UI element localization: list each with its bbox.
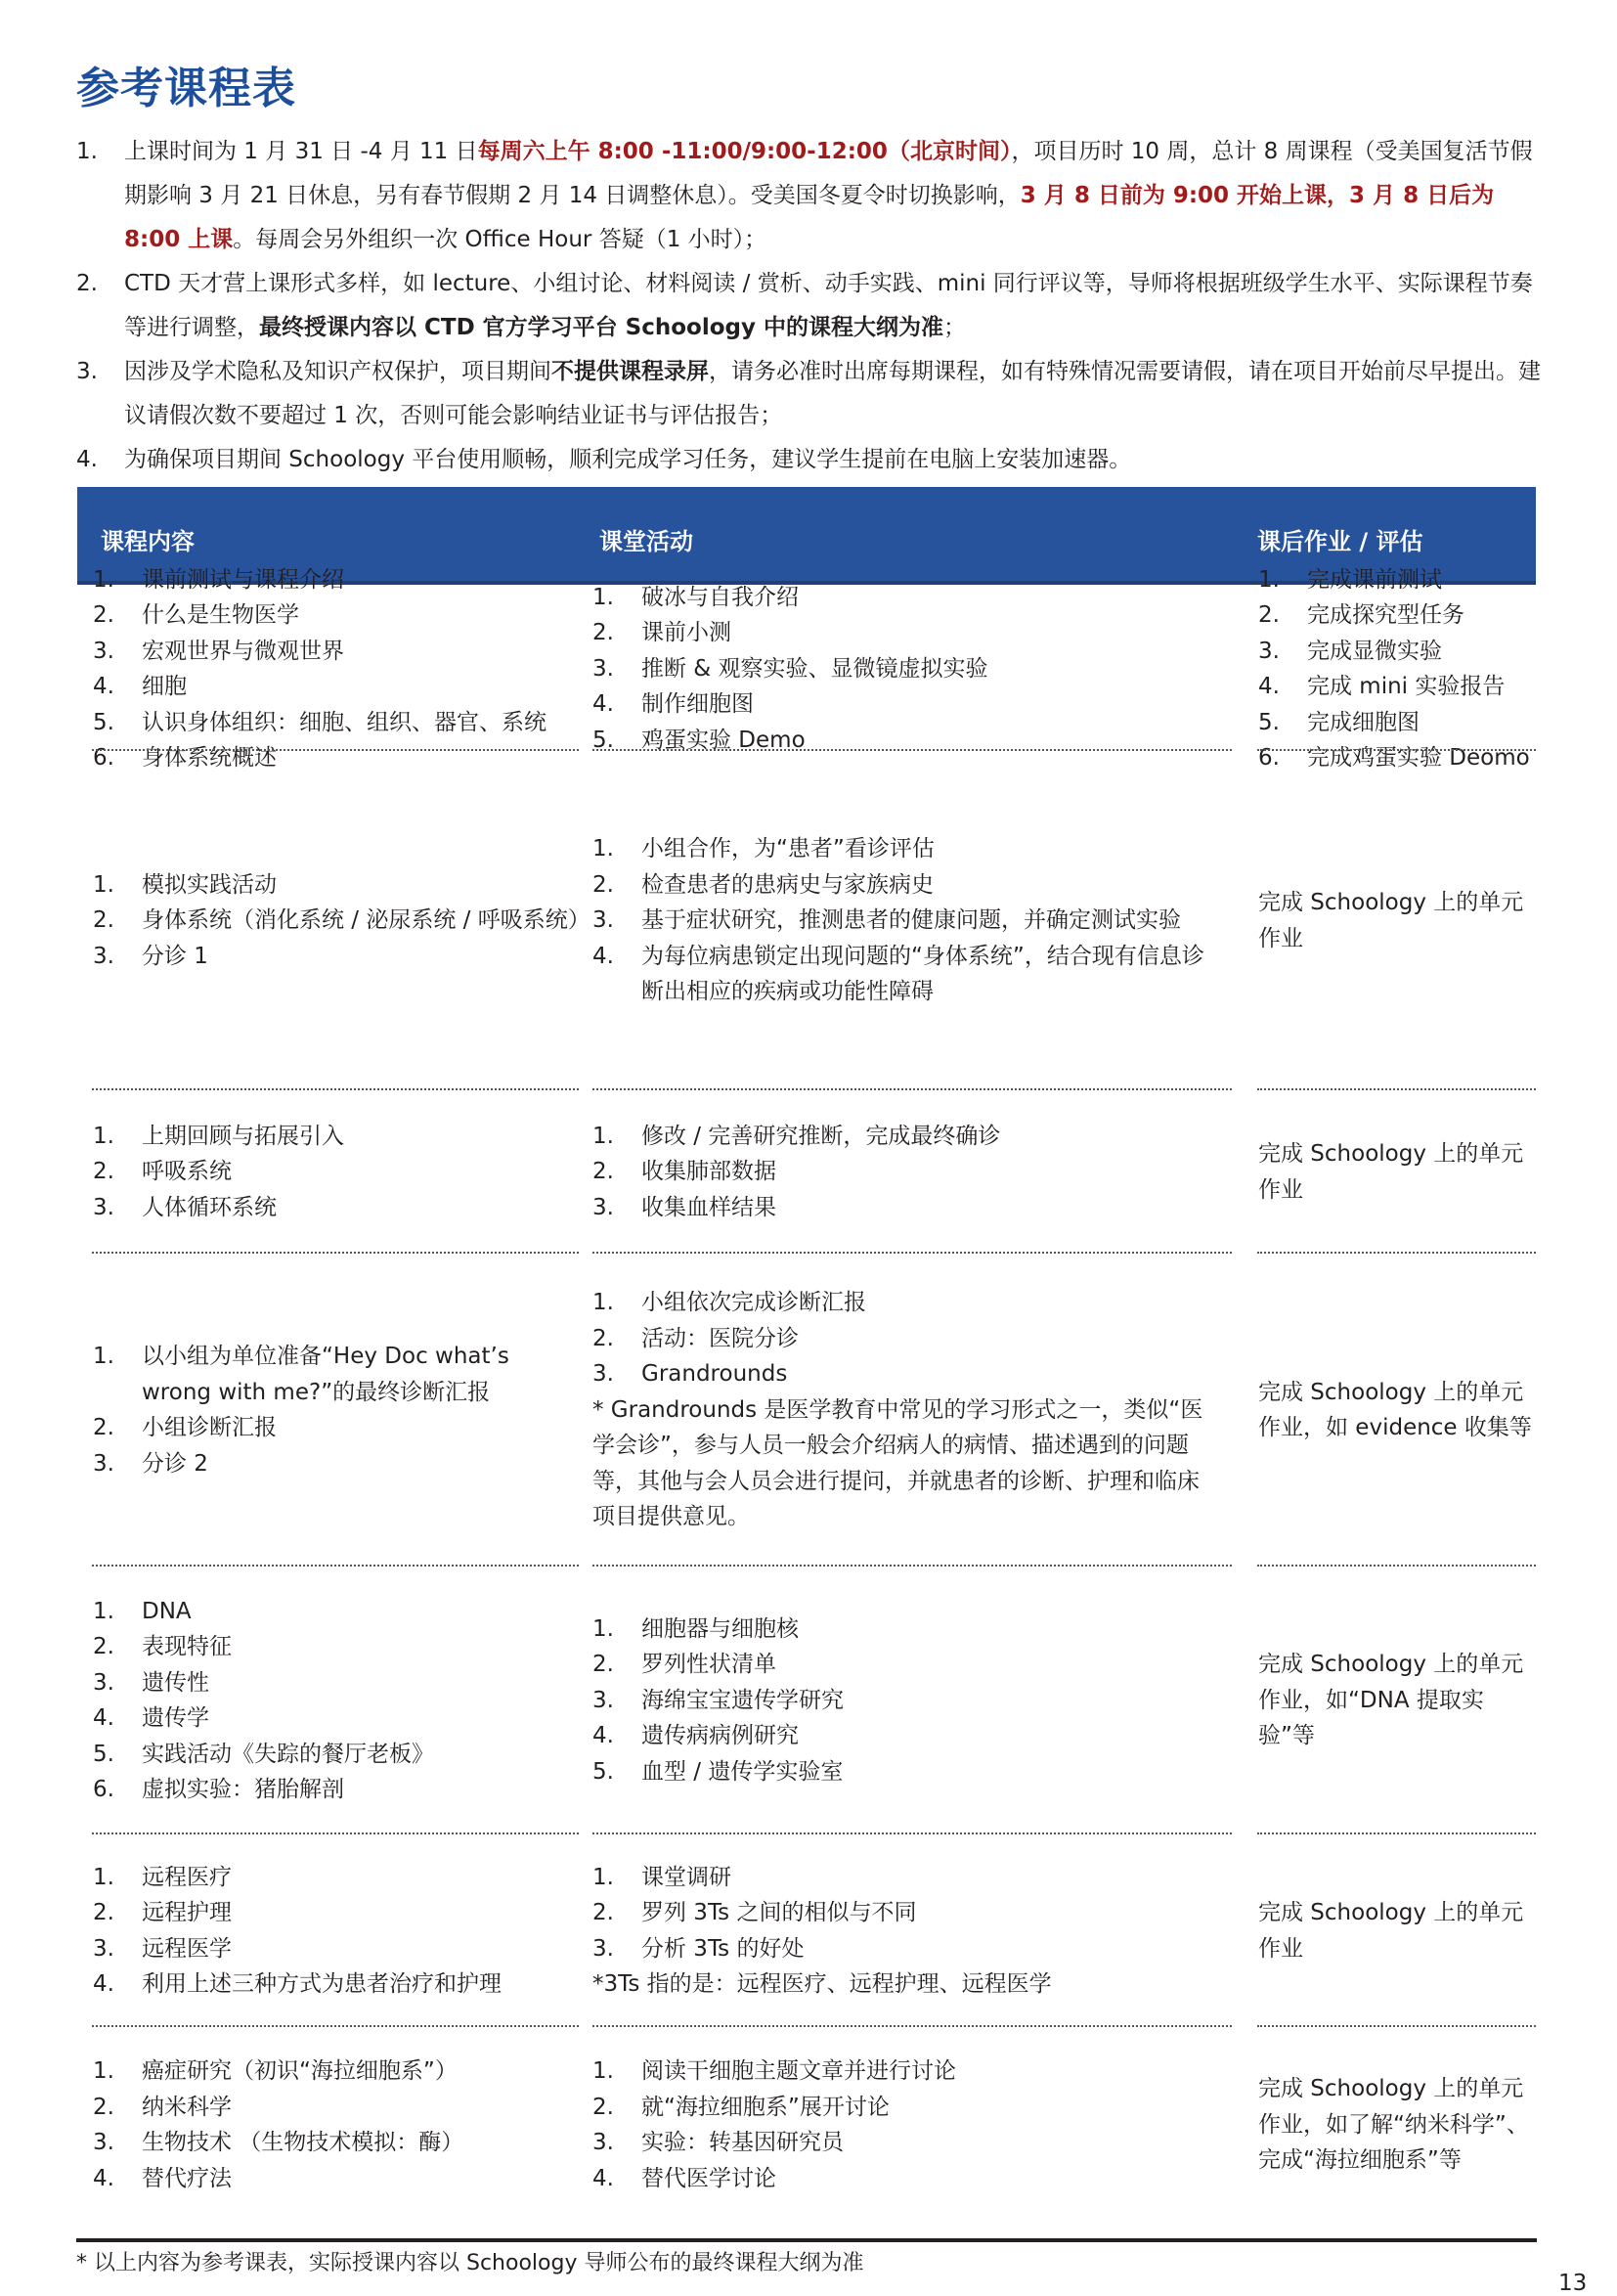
list-item-text: 课前测试与课程介绍 bbox=[142, 566, 344, 593]
list-item-text: 虚拟实验：猪胎解剖 bbox=[142, 1777, 344, 1802]
list-item-text: 遗传学 bbox=[142, 1705, 209, 1731]
list-item-text: 表现特征 bbox=[142, 1634, 232, 1659]
list-item: 2. 小组诊断汇报 bbox=[93, 1415, 277, 1440]
list-item-text: 实践活动《失踪的餐厅老板》 bbox=[142, 1741, 434, 1767]
list-item-text: 收集血样结果 bbox=[641, 1194, 776, 1220]
list-item-text: 分诊 2 bbox=[142, 1450, 208, 1477]
homework-text: 完成 Schoology 上的单元作业 bbox=[1258, 1900, 1524, 1962]
list-item: 4. 制作细胞图 bbox=[592, 691, 754, 718]
list-item: 3. 人体循环系统 bbox=[93, 1194, 277, 1220]
list-item-text: 远程护理 bbox=[142, 1900, 232, 1925]
list-item-text: 呼吸系统 bbox=[142, 1159, 232, 1185]
list-item-text: 小组合作，为“患者”看诊评估 bbox=[641, 836, 935, 862]
header-course-content: 课程内容 bbox=[101, 528, 195, 555]
list-item: 3. 生物技术 （生物技术模拟：酶） bbox=[93, 2130, 464, 2155]
list-item: 1. 课堂调研 bbox=[592, 1864, 731, 1890]
course-content-cell bbox=[93, 1090, 580, 1254]
intro-notes bbox=[76, 130, 1543, 482]
homework-text: 完成 Schoology 上的单元作业，如 evidence 收集等 bbox=[1258, 1379, 1532, 1440]
course-content-list bbox=[93, 1119, 580, 1226]
table-row bbox=[77, 566, 1536, 771]
list-item: 4. 为每位病患锁定出现问题的“身体系统”，结合现有信息诊断出相应的疾病或功能性障碍 bbox=[592, 943, 1204, 1005]
list-item: 3. 分诊 2 bbox=[93, 1450, 208, 1477]
list-item-text: 替代医学讨论 bbox=[641, 2165, 776, 2191]
course-content-cell bbox=[93, 1834, 580, 2027]
list-item: 3. 收集血样结果 bbox=[592, 1194, 776, 1220]
course-content-cell bbox=[93, 751, 590, 1090]
homework-cell bbox=[1258, 1834, 1537, 2027]
list-item: 3. 宏观世界与微观世界 bbox=[93, 638, 344, 664]
list-item: 2. 远程护理 bbox=[93, 1900, 232, 1925]
list-item-text: 生物技术 （生物技术模拟：酶） bbox=[142, 2130, 464, 2155]
class-activities-cell bbox=[592, 1834, 1218, 2027]
list-item-text: 检查患者的患病史与家族病史 bbox=[641, 871, 934, 898]
list-item: 1. 上期回顾与拓展引入 bbox=[93, 1123, 344, 1149]
list-item-text: 身体系统（消化系统 / 泌尿系统 / 呼吸系统） bbox=[142, 907, 590, 934]
homework-cell bbox=[1258, 1567, 1537, 1834]
list-item: 3. 完成显微实验 bbox=[1258, 638, 1442, 664]
list-item-text: 罗列 3Ts 之间的相似与不同 bbox=[641, 1900, 917, 1925]
class-activities-list bbox=[592, 831, 1218, 1010]
footnote: * 以上内容为参考课表，实际授课内容以 Schoology 导师公布的最终课程大纲为准 bbox=[76, 2251, 864, 2275]
list-item-text: 修改 / 完善研究推断，完成最终确诊 bbox=[641, 1123, 1001, 1149]
list-item-text: 遗传性 bbox=[142, 1669, 209, 1696]
list-item-text: 模拟实践活动 bbox=[142, 871, 277, 898]
course-content-cell bbox=[93, 1254, 580, 1567]
list-item: 5. 血型 / 遗传学实验室 bbox=[592, 1758, 844, 1785]
intro-text: 为确保项目期间 Schoology 平台使用顺畅，顺利完成学习任务，建议学生提前在电脑上安装加速器。 bbox=[124, 447, 1132, 472]
list-item-text: 破冰与自我介绍 bbox=[641, 584, 799, 610]
list-item-text: 分析 3Ts 的好处 bbox=[641, 1935, 805, 1962]
intro-item-number: 4. bbox=[76, 447, 98, 472]
intro-text: 。每周会另外组织一次 Office Hour 答疑（1 小时）； bbox=[233, 227, 767, 252]
table-row bbox=[77, 1567, 1536, 1834]
list-item-text: 小组诊断汇报 bbox=[142, 1415, 277, 1440]
class-activities-cell bbox=[592, 1254, 1218, 1567]
list-item-text: 基于症状研究，推测患者的健康问题，并确定测试实验 bbox=[641, 907, 1181, 934]
list-item: 1. 癌症研究（初识“海拉细胞系”） bbox=[93, 2058, 458, 2084]
homework-cell bbox=[1258, 1254, 1537, 1567]
list-item-text: 完成显微实验 bbox=[1307, 638, 1442, 664]
list-item: 1. 课前测试与课程介绍 bbox=[93, 566, 344, 593]
class-activities-list bbox=[592, 1612, 1218, 1790]
course-content-cell bbox=[93, 2027, 580, 2223]
class-activities-list bbox=[592, 1285, 1218, 1392]
homework-text: 完成 Schoology 上的单元作业，如“DNA 提取实验”等 bbox=[1258, 1652, 1524, 1749]
intro-emphasis: 不提供课程录屏 bbox=[551, 359, 709, 384]
list-item-text: 什么是生物医学 bbox=[142, 602, 299, 628]
table-row bbox=[77, 1090, 1536, 1254]
list-item-text: 推断 & 观察实验、显微镜虚拟实验 bbox=[641, 655, 988, 682]
list-item-text: 上期回顾与拓展引入 bbox=[142, 1123, 344, 1149]
intro-item-number: 1. bbox=[76, 139, 98, 164]
list-item: 2. 呼吸系统 bbox=[93, 1159, 232, 1185]
list-item: 4. 完成 mini 实验报告 bbox=[1258, 674, 1506, 699]
list-item: 2. 活动：医院分诊 bbox=[592, 1325, 799, 1351]
table-row bbox=[77, 2027, 1536, 2223]
list-item-text: 远程医疗 bbox=[142, 1864, 232, 1890]
homework-list bbox=[1258, 562, 1537, 776]
header-homework: 课后作业 / 评估 bbox=[1257, 528, 1423, 555]
list-item-text: 海绵宝宝遗传学研究 bbox=[641, 1687, 844, 1713]
intro-item-number: 3. bbox=[76, 359, 98, 384]
table-row bbox=[77, 751, 1536, 1090]
activity-note: *3Ts 指的是：远程医疗、远程护理、远程医学 bbox=[592, 1971, 1052, 1997]
list-item: 3. 分析 3Ts 的好处 bbox=[592, 1935, 805, 1962]
list-item-text: 完成课前测试 bbox=[1307, 566, 1442, 593]
list-item-text: 身体系统概述 bbox=[142, 745, 277, 771]
homework-text: 完成 Schoology 上的单元作业 bbox=[1258, 890, 1524, 951]
list-item-text: 细胞 bbox=[142, 674, 187, 699]
list-item: 1. 远程医疗 bbox=[93, 1864, 232, 1890]
list-item: 6. 完成鸡蛋实验 Deomo bbox=[1258, 745, 1530, 771]
intro-text: ，项目历时 10 周，总计 8 周课程（受美国复活节假期影响 3 月 21 日休息，另有春节假期 2 月 14 日调整休息）。受美国冬夏令时切换影响， bbox=[124, 139, 1533, 208]
intro-item bbox=[76, 438, 1543, 482]
class-activities-cell bbox=[592, 751, 1218, 1090]
list-item-text: 实验：转基因研究员 bbox=[641, 2130, 844, 2155]
class-activities-list bbox=[592, 580, 1218, 759]
list-item: 4. 利用上述三种方式为患者治疗和护理 bbox=[93, 1971, 502, 1997]
class-activities-cell bbox=[592, 584, 1218, 753]
list-item: 2. 表现特征 bbox=[93, 1634, 232, 1659]
course-content-list bbox=[93, 2053, 580, 2196]
list-item: 1. 修改 / 完善研究推断，完成最终确诊 bbox=[592, 1123, 1001, 1149]
intro-emphasis: 最终授课内容以 CTD 官方学习平台 Schoology 中的课程大纲为准 bbox=[259, 315, 944, 340]
course-content-list bbox=[93, 1339, 580, 1481]
list-item: 5. 鸡蛋实验 Demo bbox=[592, 727, 806, 753]
list-item-text: 收集肺部数据 bbox=[641, 1159, 776, 1185]
list-item-text: 人体循环系统 bbox=[142, 1194, 277, 1220]
list-item-text: 癌症研究（初识“海拉细胞系”） bbox=[142, 2058, 458, 2084]
course-content-cell bbox=[93, 566, 580, 771]
list-item: 3. 推断 & 观察实验、显微镜虚拟实验 bbox=[592, 655, 988, 682]
intro-text: ； bbox=[943, 315, 967, 340]
class-activities-list bbox=[592, 2053, 1218, 2196]
list-item: 4. 替代疗法 bbox=[93, 2165, 232, 2191]
class-activities-cell bbox=[592, 2027, 1218, 2223]
list-item-text: 认识身体组织：细胞、组织、器官、系统 bbox=[142, 709, 546, 735]
bottom-rule bbox=[76, 2238, 1537, 2242]
course-content-list bbox=[93, 1860, 580, 2003]
page-title: 参考课程表 bbox=[76, 64, 296, 113]
list-item: 3. 基于症状研究，推测患者的健康问题，并确定测试实验 bbox=[592, 907, 1181, 934]
list-item: 3. 分诊 1 bbox=[93, 943, 208, 969]
list-item-text: 制作细胞图 bbox=[641, 691, 754, 718]
list-item: 4. 替代医学讨论 bbox=[592, 2165, 776, 2191]
course-content-list bbox=[93, 562, 580, 776]
list-item-text: 课前小测 bbox=[641, 620, 731, 646]
list-item-text: 课堂调研 bbox=[641, 1864, 731, 1890]
page-number: 13 bbox=[1558, 2271, 1588, 2296]
list-item: 1. 小组合作，为“患者”看诊评估 bbox=[592, 836, 935, 862]
list-item: 1. DNA bbox=[93, 1598, 192, 1624]
list-item-text: 罗列性状清单 bbox=[641, 1652, 776, 1678]
intro-text: ，请务必准时出席每期课程，如有特殊情况需要请假，请在项目开始前尽早提出。建议请假次数不要超过 1 次，否则可能会影响结业证书与评估报告； bbox=[124, 359, 1541, 428]
list-item: 2. 就“海拉细胞系”展开讨论 bbox=[592, 2094, 890, 2120]
list-item-text: 完成鸡蛋实验 Deomo bbox=[1307, 745, 1530, 771]
list-item: 2. 收集肺部数据 bbox=[592, 1159, 776, 1185]
list-item: 5. 认识身体组织：细胞、组织、器官、系统 bbox=[93, 709, 546, 735]
intro-emphasis: 3 月 8 日前为 9:00 开始上课，3 月 8 日后为 8:00 上课 bbox=[124, 183, 1495, 252]
header-class-activities: 课堂活动 bbox=[599, 528, 693, 555]
course-content-list bbox=[93, 1594, 580, 1808]
list-item-text: 小组依次完成诊断汇报 bbox=[641, 1290, 866, 1316]
intro-item-number: 2. bbox=[76, 271, 98, 296]
list-item: 1. 以小组为单位准备“Hey Doc what’s wrong with me?”的最终诊断汇报 bbox=[93, 1344, 509, 1405]
intro-text: 因涉及学术隐私及知识产权保护，项目期间 bbox=[124, 359, 551, 384]
list-item-text: 血型 / 遗传学实验室 bbox=[641, 1758, 844, 1785]
list-item: 1. 完成课前测试 bbox=[1258, 566, 1442, 593]
list-item-text: 分诊 1 bbox=[142, 943, 208, 969]
homework-cell bbox=[1258, 1090, 1537, 1254]
list-item-text: 利用上述三种方式为患者治疗和护理 bbox=[142, 1971, 502, 1997]
course-content-list bbox=[93, 867, 590, 975]
class-activities-cell bbox=[592, 1090, 1218, 1254]
list-item: 5. 实践活动《失踪的餐厅老板》 bbox=[93, 1741, 434, 1767]
list-item: 2. 身体系统（消化系统 / 泌尿系统 / 呼吸系统） bbox=[93, 907, 590, 934]
list-item: 4. 遗传学 bbox=[93, 1705, 209, 1731]
list-item-text: 为每位病患锁定出现问题的“身体系统”，结合现有信息诊断出相应的疾病或功能性障碍 bbox=[641, 943, 1204, 1005]
intro-item bbox=[76, 130, 1543, 262]
homework-cell bbox=[1258, 751, 1537, 1090]
intro-emphasis: 每周六上午 8:00 -11:00/9:00-12:00（北京时间） bbox=[477, 139, 1012, 164]
list-item: 4. 遗传病病例研究 bbox=[592, 1723, 799, 1749]
list-item: 3. 实验：转基因研究员 bbox=[592, 2130, 844, 2155]
list-item: 2. 什么是生物医学 bbox=[93, 602, 299, 628]
list-item: 5. 完成细胞图 bbox=[1258, 709, 1420, 735]
class-activities-list bbox=[592, 1119, 1218, 1226]
list-item-text: 纳米科学 bbox=[142, 2094, 232, 2120]
list-item-text: 以小组为单位准备“Hey Doc what’s wrong with me?”的最终诊断汇报 bbox=[142, 1344, 509, 1405]
list-item: 1. 细胞器与细胞核 bbox=[592, 1615, 799, 1642]
homework-text: 完成 Schoology 上的单元作业，如了解“纳米科学”、完成“海拉细胞系”等 bbox=[1258, 2076, 1529, 2174]
list-item: 2. 检查患者的患病史与家族病史 bbox=[592, 871, 934, 898]
list-item: 3. 遗传性 bbox=[93, 1669, 209, 1696]
intro-item bbox=[76, 262, 1543, 350]
list-item: 3. 远程医学 bbox=[93, 1935, 232, 1962]
list-item: 2. 完成探究型任务 bbox=[1258, 602, 1464, 628]
list-item: 1. 小组依次完成诊断汇报 bbox=[592, 1290, 866, 1316]
list-item: 6. 虚拟实验：猪胎解剖 bbox=[93, 1777, 344, 1802]
list-item-text: 远程医学 bbox=[142, 1935, 232, 1962]
homework-cell bbox=[1258, 2027, 1537, 2223]
activity-note: * Grandrounds 是医学教育中常见的学习形式之一，类似“医学会诊”，参与人员一般会介绍病人的病情、描述遇到的问题等，其他与会人员会进行提问，并就患者的诊断、护理和临床项目提供意见。 bbox=[592, 1396, 1203, 1530]
course-content-cell bbox=[93, 1567, 580, 1834]
list-item: 6. 身体系统概述 bbox=[93, 745, 277, 771]
intro-text: CTD 天才营上课形式多样，如 lecture、小组讨论、材料阅读 / 赏析、动手实践、mini 同行评议等，导师将根据班级学生水平、实际课程节奏等进行调整， bbox=[124, 271, 1533, 340]
table-row bbox=[77, 1254, 1536, 1567]
list-item: 1. 阅读干细胞主题文章并进行讨论 bbox=[592, 2058, 956, 2084]
list-item: 2. 课前小测 bbox=[592, 620, 731, 646]
class-activities-cell bbox=[592, 1567, 1218, 1834]
list-item-text: 活动：医院分诊 bbox=[641, 1325, 799, 1351]
homework-cell bbox=[1258, 566, 1537, 771]
list-item: 3. 海绵宝宝遗传学研究 bbox=[592, 1687, 844, 1713]
list-item-text: 细胞器与细胞核 bbox=[641, 1615, 799, 1642]
table-row bbox=[77, 1834, 1536, 2027]
list-item-text: 完成探究型任务 bbox=[1307, 602, 1464, 628]
list-item: 4. 细胞 bbox=[93, 674, 187, 699]
list-item-text: 宏观世界与微观世界 bbox=[142, 638, 344, 664]
list-item: 1. 破冰与自我介绍 bbox=[592, 584, 799, 610]
class-activities-list bbox=[592, 1860, 1218, 1967]
list-item-text: 遗传病病例研究 bbox=[641, 1723, 799, 1749]
list-item-text: 替代疗法 bbox=[142, 2165, 232, 2191]
homework-text: 完成 Schoology 上的单元作业 bbox=[1258, 1141, 1524, 1203]
list-item: 2. 纳米科学 bbox=[93, 2094, 232, 2120]
intro-item bbox=[76, 350, 1543, 438]
list-item-text: 鸡蛋实验 Demo bbox=[641, 727, 806, 753]
intro-text: 上课时间为 1 月 31 日 -4 月 11 日 bbox=[124, 139, 478, 164]
list-item: 1. 模拟实践活动 bbox=[93, 871, 277, 898]
list-item: 2. 罗列性状清单 bbox=[592, 1652, 776, 1678]
list-item-text: 完成细胞图 bbox=[1307, 709, 1420, 735]
list-item-text: Grandrounds bbox=[641, 1361, 788, 1388]
list-item-text: 完成 mini 实验报告 bbox=[1307, 674, 1506, 699]
list-item-text: 就“海拉细胞系”展开讨论 bbox=[641, 2094, 890, 2120]
list-item: 3. Grandrounds bbox=[592, 1361, 788, 1388]
list-item-text: DNA bbox=[142, 1598, 192, 1624]
list-item-text: 阅读干细胞主题文章并进行讨论 bbox=[641, 2058, 956, 2084]
list-item: 2. 罗列 3Ts 之间的相似与不同 bbox=[592, 1900, 917, 1925]
